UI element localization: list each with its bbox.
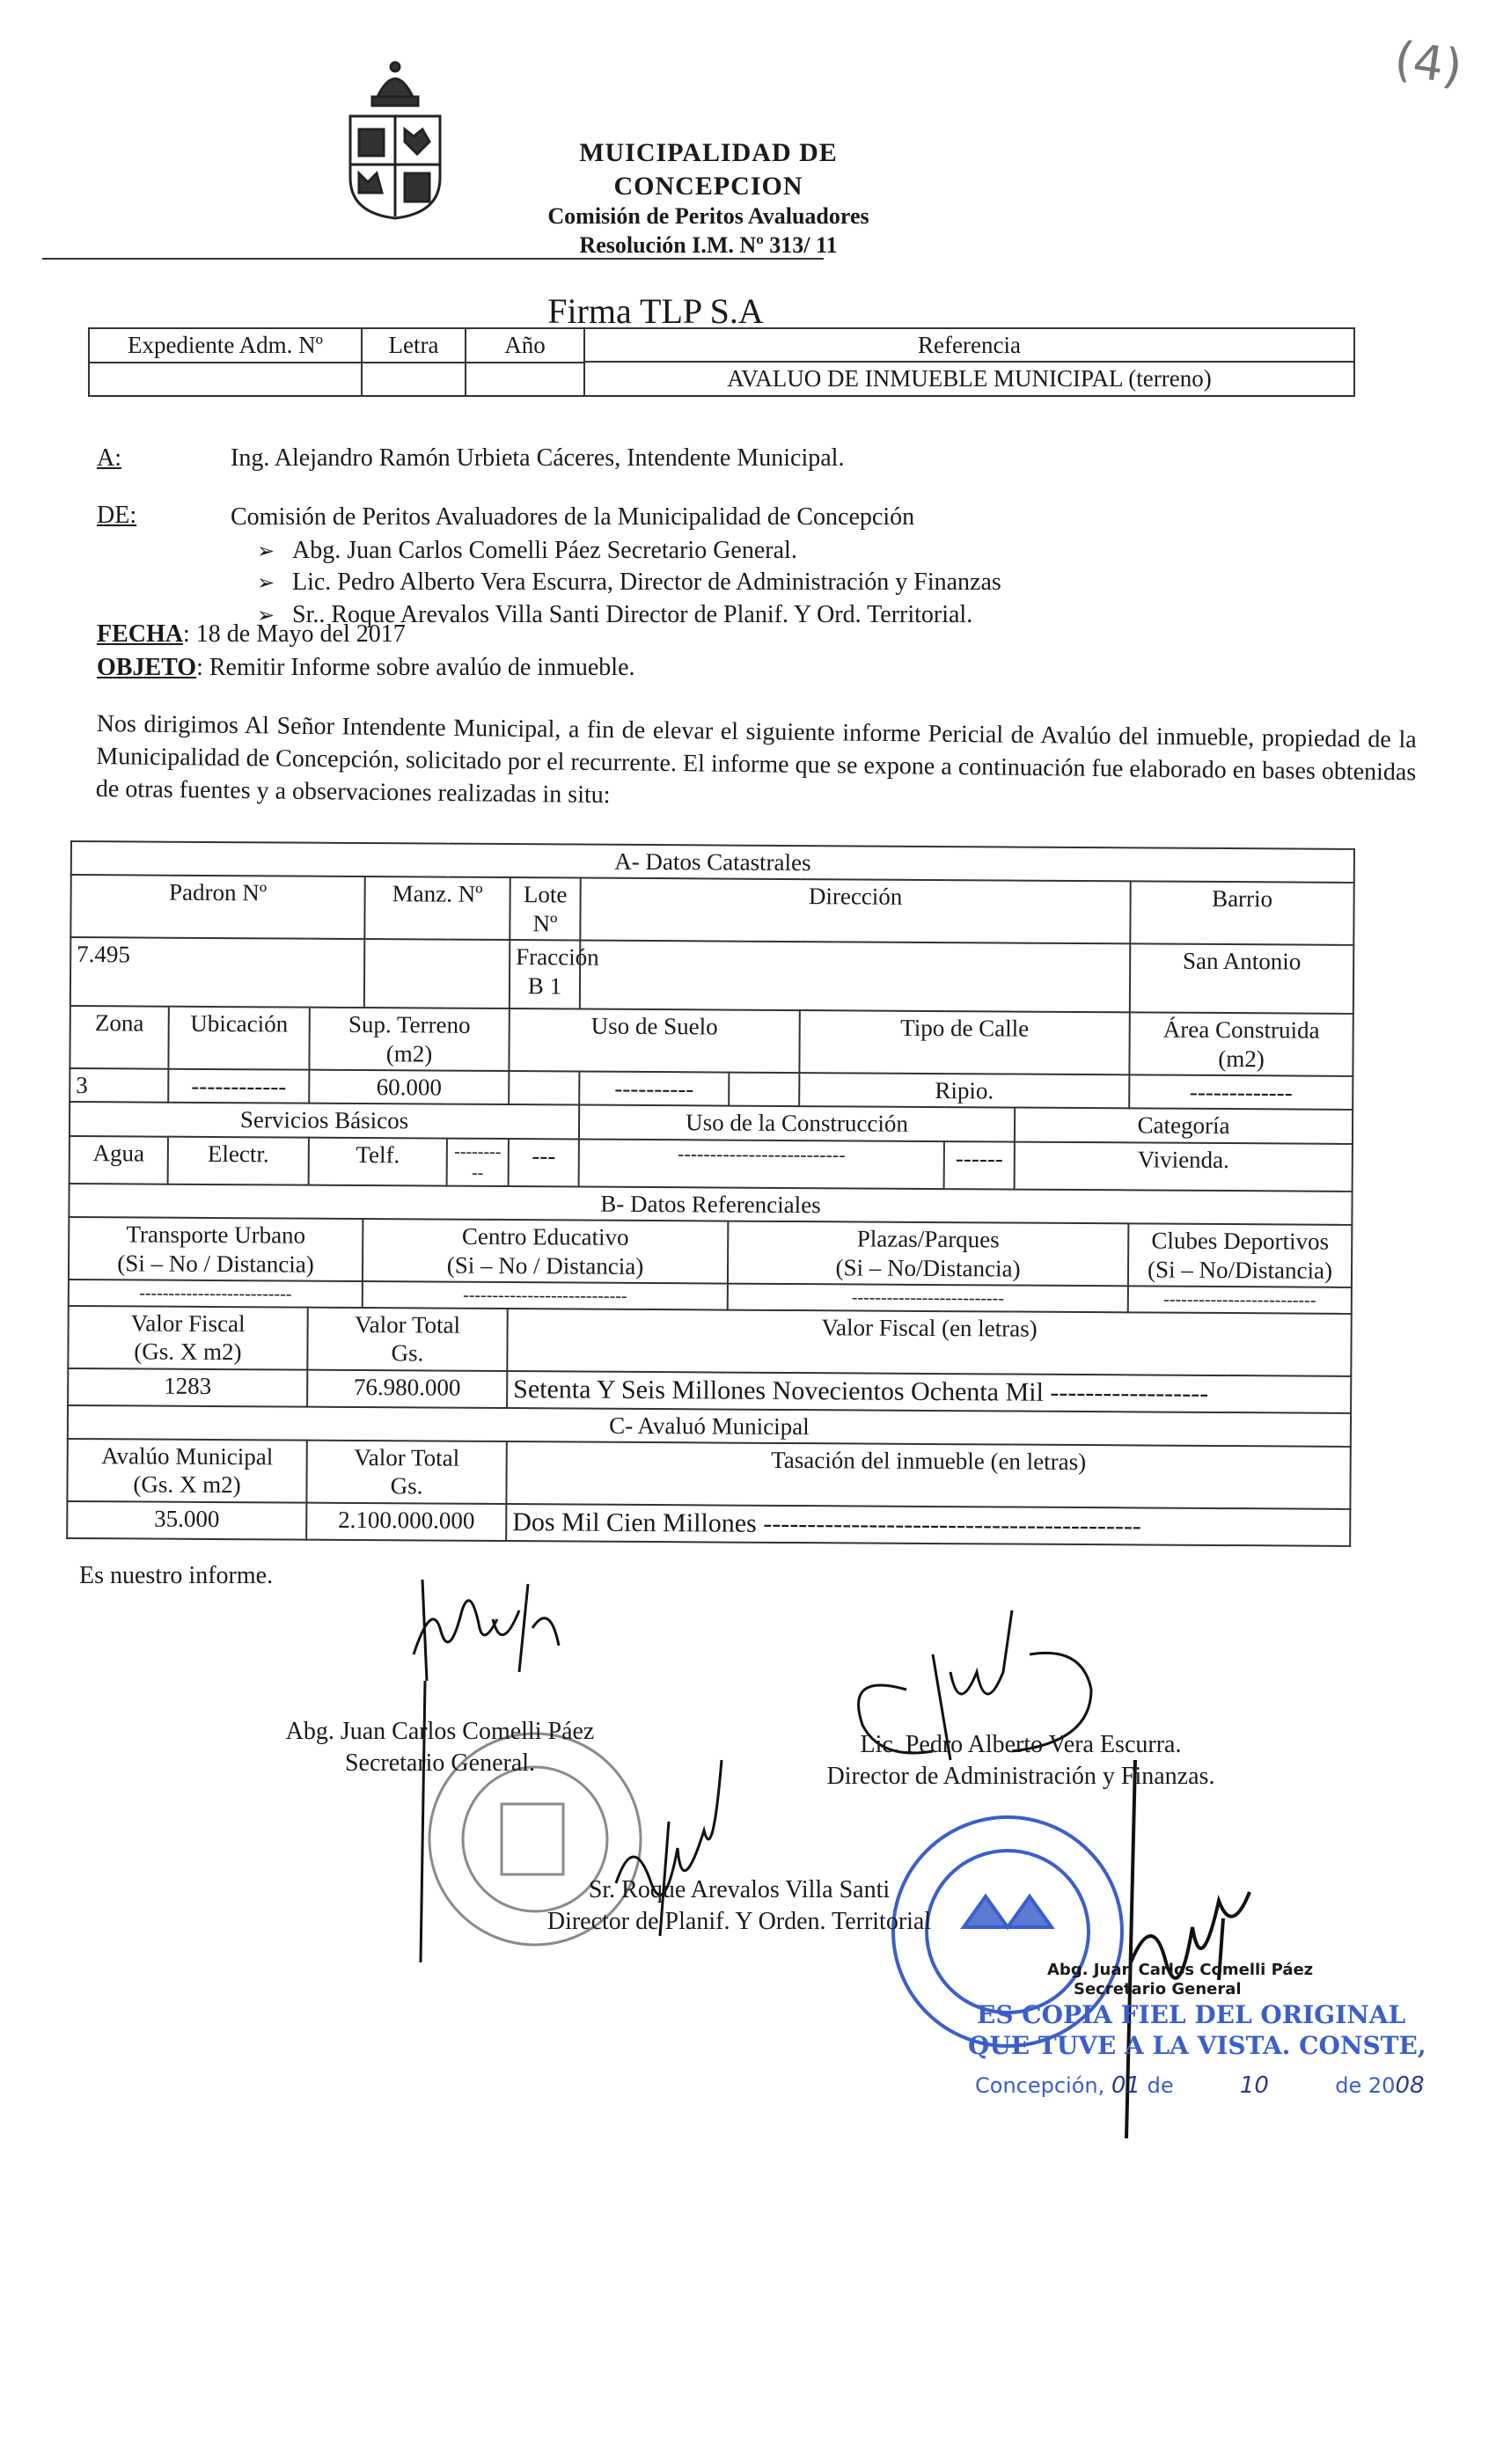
avaluo-total-value: 2.100.000.000 — [306, 1503, 506, 1541]
direccion-label: Dirección — [580, 878, 1130, 944]
header-line-2: Comisión de Peritos Avaluadores — [547, 203, 869, 229]
area-construida-label — [1129, 1013, 1353, 1076]
valor-fiscal-label-line-2: (Gs. X m2) — [134, 1338, 242, 1366]
ubicacion-label: Ubicación — [168, 1007, 309, 1070]
to-label — [97, 444, 121, 473]
uso-construccion-value: -------------------------- — [579, 1139, 944, 1189]
sig1-title: Secretario General. — [344, 1749, 536, 1778]
area-label-line-2: (m2) — [1218, 1045, 1265, 1072]
header-line-1: MUICIPALIDAD DE CONCEPCION — [579, 138, 838, 201]
transporte-value: -------------------------- — [69, 1280, 363, 1308]
firm-name: Firma TLP S.A — [547, 291, 764, 331]
expediente-header: Expediente Adm. Nº — [89, 328, 362, 363]
avaluo-municipal-label — [67, 1439, 306, 1502]
area-label-line-1: Área Construida — [1162, 1016, 1320, 1044]
lote-value-line-2: B 1 — [527, 972, 562, 999]
uso-suelo-label: Uso de Suelo — [509, 1008, 799, 1073]
from-text: Comisión de Peritos Avaluadores de la Municipalidad de Concepción — [231, 503, 915, 531]
centro-label-line-1: Centro Educativo — [461, 1222, 629, 1251]
anio-value — [466, 363, 584, 396]
avaluo-value: 35.000 — [67, 1501, 306, 1540]
plazas-label — [728, 1221, 1128, 1287]
cert-de-1: de — [1147, 2073, 1174, 2098]
valuation-table — [66, 840, 1355, 1547]
servicios-dash-2: --- — [509, 1139, 579, 1186]
sig1-name: Abg. Juan Carlos Comelli Páez — [285, 1718, 595, 1745]
padron-label: Padron Nº — [70, 875, 364, 939]
zona-label: Zona — [70, 1006, 168, 1068]
servicios-label: Servicios Básicos — [70, 1102, 579, 1139]
header-divider — [42, 258, 824, 260]
centro-label-line-2: (Si – No / Distancia) — [446, 1251, 644, 1280]
valor-fiscal-letras-label: Valor Fiscal (en letras) — [507, 1309, 1351, 1376]
to-label-text: A: — [97, 444, 121, 472]
anio-header: Año — [466, 328, 584, 363]
referencia-header: Referencia — [585, 329, 1353, 363]
list-item-text: Lic. Pedro Alberto Vera Escurra, Director de Administración y Finanzas — [292, 568, 1001, 597]
section-c-title: C- Avaluó Municipal — [68, 1405, 1351, 1447]
coat-of-arms-icon — [341, 55, 449, 222]
valor-total-label-line-2: Gs. — [391, 1339, 424, 1367]
closing-text: Es nuestro informe. — [79, 1562, 274, 1589]
list-item-text: Abg. Juan Carlos Comelli Páez Secretario General. — [292, 537, 797, 564]
expediente-value — [89, 363, 362, 396]
date-label: FECHA — [97, 620, 183, 648]
tasacion-label: Tasación del inmueble (en letras) — [506, 1441, 1350, 1509]
servicios-dash-1: ---------- — [447, 1138, 509, 1185]
cert-line-1: ES COPIA FIEL DEL ORIGINAL — [977, 2000, 1406, 2029]
lote-label: Lote Nº — [510, 877, 580, 940]
from-label — [97, 502, 136, 530]
electr-label: Electr. — [168, 1136, 309, 1184]
from-list — [257, 535, 1001, 631]
sup-terreno-label-line-1: Sup. Terreno — [348, 1011, 471, 1038]
sup-terreno-value: 60.000 — [309, 1070, 509, 1105]
categoria-value: Vivienda. — [1015, 1141, 1353, 1191]
expediente-table — [88, 327, 1355, 397]
from-label-text: DE: — [97, 502, 137, 529]
cert-de-2: de 20 — [1335, 2073, 1396, 2098]
valor-fiscal-label — [68, 1306, 307, 1369]
cert-signer-title: Secretario General — [1074, 1980, 1242, 1998]
arrow-bullet-icon: ➢ — [257, 570, 275, 596]
sup-terreno-label — [309, 1008, 509, 1071]
clubes-label — [1128, 1223, 1352, 1287]
cert-day: 01 — [1111, 2072, 1140, 2099]
transporte-label-line-1: Transporte Urbano — [126, 1221, 306, 1249]
categoria-label: Categoría — [1015, 1108, 1353, 1144]
cert-date-line — [975, 2072, 1425, 2099]
zona-value: 3 — [70, 1068, 168, 1103]
list-item — [257, 535, 1001, 567]
lote-value — [510, 940, 599, 1008]
plazas-value: -------------------------- — [728, 1283, 1128, 1312]
transporte-label — [69, 1217, 363, 1281]
section-a-title: A- Datos Catastrales — [71, 841, 1354, 883]
padron-value: 7.495 — [70, 937, 364, 1008]
sig3-title: Director de Planif. Y Orden. Territorial — [546, 1908, 932, 1936]
letra-header: Letra — [362, 328, 466, 363]
cert-month: 10 — [1239, 2072, 1269, 2099]
valor-fiscal-label-line-1: Valor Fiscal — [130, 1309, 246, 1338]
tasacion-value: Dos Mil Cien Millones ------------------------------------------- — [506, 1504, 1350, 1546]
uso-suelo-value: ---------- — [579, 1071, 729, 1105]
sig3-name: Sr. Roque Arevalos Villa Santi — [588, 1876, 891, 1903]
page-number: (4) — [1390, 30, 1466, 96]
sig2-title: Director de Administración y Finanzas. — [826, 1763, 1215, 1791]
valor-fiscal-value: 1283 — [68, 1368, 307, 1407]
to-text: Ing. Alejandro Ramón Urbieta Cáceres, Intendente Municipal. — [231, 444, 845, 472]
signature-block-3 — [493, 1874, 986, 1939]
lote-value-line-1: Fracción — [516, 943, 599, 971]
uso-construccion-label: Uso de la Construcción — [579, 1105, 1015, 1141]
date-value: : 18 de Mayo del 2017 — [183, 620, 406, 648]
object-label: OBJETO — [97, 654, 197, 681]
arrow-bullet-icon: ➢ — [257, 539, 275, 563]
transporte-label-line-2: (Si – No / Distancia) — [117, 1249, 314, 1278]
list-item-text: Sr.. Roque Arevalos Villa Santi Director de Planif. Y Ord. Territorial. — [292, 600, 973, 628]
letterhead — [488, 136, 928, 260]
manzana-value — [364, 939, 510, 1008]
intro-paragraph: Nos dirigimos Al Señor Intendente Municipal, a fin de elevar el siguiente informe Pericial de Avalúo del inmueble, propiedad de la Municipalidad de Concepción, solicitado por el recurrente. El informe que se expone a continuación fue elaborado en bases obtenidas de otras fuentes y a observaciones realizadas in situ: — [95, 709, 1417, 810]
centro-educativo-value: ---------------------------- — [363, 1281, 728, 1310]
clubes-label-line-1: Clubes Deportivos — [1151, 1227, 1330, 1255]
avaluo-total-label-line-2: Gs. — [390, 1472, 423, 1500]
signature-block-2 — [792, 1729, 1250, 1793]
avaluo-total-label — [306, 1441, 506, 1504]
avaluo-label-line-1: Avalúo Municipal — [101, 1442, 274, 1470]
header-line-3: Resolución I.M. Nº 313/ 11 — [579, 231, 838, 258]
tipo-calle-value: Ripio. — [799, 1073, 1129, 1109]
sup-terreno-label-line-2: (m2) — [385, 1039, 433, 1067]
valor-total-label — [307, 1308, 507, 1371]
direccion-value — [580, 941, 1130, 1013]
letra-value — [362, 363, 466, 396]
cert-signer-name: Abg. Juan Carlos Comelli Páez — [1047, 1961, 1314, 1979]
list-item — [257, 567, 1001, 598]
plazas-label-line-2: (Si – No/Distancia) — [835, 1253, 1021, 1282]
tipo-calle-label: Tipo de Calle — [799, 1010, 1129, 1074]
cert-line-2: QUE TUVE A LA VISTA. CONSTE, — [968, 2031, 1426, 2060]
cert-place: Concepción, — [975, 2073, 1105, 2098]
valor-total-value: 76.980.000 — [307, 1369, 507, 1407]
valor-fiscal-letras-value: Setenta Y Seis Millones Novecientos Ochenta Mil ------------------ — [507, 1371, 1351, 1413]
referencia-cell — [584, 328, 1354, 396]
telf-label: Telf. — [309, 1137, 447, 1185]
barrio-label: Barrio — [1130, 882, 1353, 945]
object-line — [97, 654, 635, 682]
barrio-value: San Antonio — [1130, 944, 1353, 1015]
object-value: : Remitir Informe sobre avalúo de inmueble. — [196, 654, 635, 681]
clubes-value: -------------------------- — [1128, 1286, 1352, 1314]
uso-construccion-value-2: ------ — [944, 1141, 1015, 1189]
manzana-label: Manz. Nº — [364, 876, 510, 940]
ubicacion-value: ------------ — [168, 1069, 309, 1104]
avaluo-label-line-2: (Gs. X m2) — [133, 1470, 241, 1499]
centro-educativo-label — [363, 1219, 728, 1283]
valor-total-label-line-1: Valor Total — [355, 1310, 461, 1338]
uso-suelo-blank-2 — [729, 1073, 799, 1107]
clubes-label-line-2: (Si – No/Distancia) — [1147, 1256, 1333, 1284]
sig2-name: Lic. Pedro Alberto Vera Escurra. — [860, 1731, 1182, 1758]
cert-year: 08 — [1395, 2072, 1425, 2099]
signature-block-1 — [255, 1716, 625, 1780]
area-construida-value: ------------- — [1129, 1074, 1353, 1110]
agua-label: Agua — [70, 1136, 168, 1184]
section-b-title: B- Datos Referenciales — [69, 1184, 1352, 1225]
referencia-value: AVALUO DE INMUEBLE MUNICIPAL (terreno) — [727, 365, 1212, 392]
plazas-label-line-1: Plazas/Parques — [856, 1225, 1000, 1253]
avaluo-total-label-line-1: Valor Total — [354, 1444, 460, 1471]
arrow-bullet-icon: ➢ — [257, 602, 275, 627]
uso-suelo-blank — [509, 1071, 579, 1105]
date-line — [97, 620, 406, 649]
